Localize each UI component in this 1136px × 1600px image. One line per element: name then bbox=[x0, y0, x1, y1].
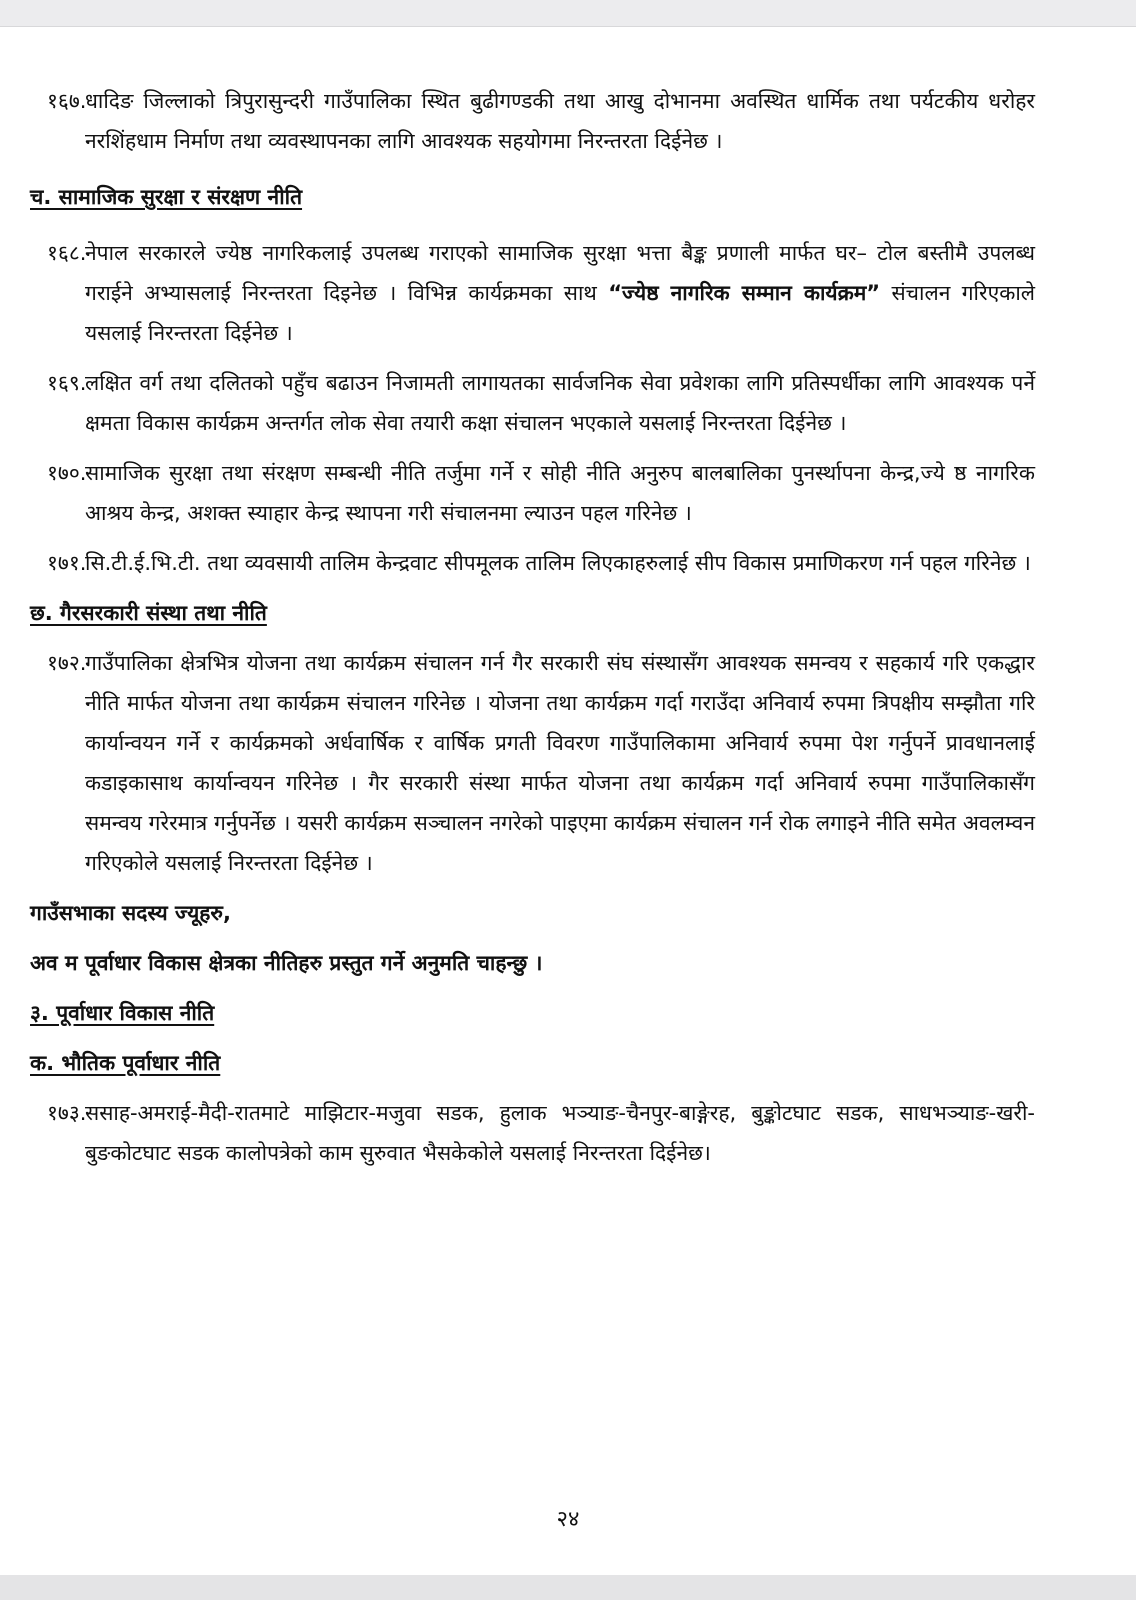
item-number: १६८. bbox=[47, 241, 87, 265]
item-number: १६७. bbox=[47, 89, 87, 113]
salutation: गाउँसभाका सदस्य ज्यूहरु, bbox=[30, 901, 231, 925]
item-text: नेपाल सरकारले ज्येष्ठ नागरिकलाई उपलब्ध गराएको सामाजिक सुरक्षा भत्ता बैङ्क प्रणाली मार्फत घर– टोल बस्तीमै उपलब्ध गराईने अभ्यासलाई निरन्तरता दिइनेछ । विभिन्न कार्यक्रमका साथ bbox=[85, 241, 1035, 305]
item-text: लक्षित वर्ग तथा दलितको पहुँच बढाउन निजामती लागायतका सार्वजनिक सेवा प्रवेशका लागि प्रतिस्पर्धीका लागि आवश्यक पर्ने क्षमता विकास कार्यक्रम अन्तर्गत लोक सेवा तयारी कक्षा संचालन भएकाले यसलाई निरन्तरता दिईनेछ । bbox=[85, 371, 1035, 435]
section-heading-ngo: छ. गैरसरकारी संस्था तथा नीति bbox=[30, 601, 267, 625]
item-number: १७२. bbox=[47, 651, 87, 675]
item-number: १७३. bbox=[47, 1101, 87, 1125]
program-name-bold: “ज्येष्ठ नागरिक सम्मान कार्यक्रम” bbox=[608, 281, 881, 305]
policy-item-169 bbox=[30, 363, 1035, 443]
section-heading-infrastructure: ३. पूर्वाधार विकास नीति bbox=[30, 1001, 215, 1025]
policy-item-172 bbox=[30, 643, 1035, 883]
section-heading-physical-infrastructure: क. भौतिक पूर्वाधार नीति bbox=[30, 1051, 221, 1075]
item-text-continued: संचालन गरिएकाले यसलाई निरन्तरता दिईनेछ । bbox=[85, 281, 1036, 345]
item-text: गाउँपालिका क्षेत्रभित्र योजना तथा कार्यक्रम संचालन गर्न गैर सरकारी संघ संस्थासँग आवश्यक समन्वय र सहकार्य गरि एकद्धार नीति मार्फत योजना तथा कार्यक्रम संचालन गरिनेछ । योजना तथा कार्यक्रम गर्दा गराउँदा अनिवार्य रुपमा त्रिपक्षीय सम्झौता गरि कार्यान्वयन गर्ने र कार्यक्रमको अर्धवार्षिक र वार्षिक प्रगती विवरण गाउँपालिकामा अनिवार्य रुपमा पेश गर्नुपर्ने प्रावधानलाई कडाइकासाथ कार्यान्वयन गरिनेछ । गैर सरकारी संस्था मार्फत योजना तथा कार्यक्रम गर्दा अनिवार्य रुपमा गाउँपालिकासँग समन्वय गरेरमात्र गर्नुपर्नेछ । यसरी कार्यक्रम सञ्चालन नगरेको पाइएमा कार्यक्रम संचालन गर्न रोक लगाइने नीति समेत अवलम्वन गरिएकोले यसलाई निरन्तरता दिईनेछ । bbox=[85, 651, 1035, 875]
item-text: धादिङ जिल्लाको त्रिपुरासुन्दरी गाउँपालिका स्थित बुढीगण्डकी तथा आखु दोभानमा अवस्थित धार्मिक तथा पर्यटकीय धरोहर नरशिंहधाम निर्माण तथा व्यवस्थापनका लागि आवश्यक सहयोगमा निरन्तरता दिईनेछ । bbox=[85, 89, 1035, 153]
viewer-top-bar bbox=[0, 0, 1136, 27]
item-text: ससाह-अमराई-मैदी-रातमाटे माझिटार-मजुवा सडक, हुलाक भञ्याङ-चैनपुर-बाङ्गेरह, बुङ्कोटघाट सडक, साधभञ्याङ-खरी-बुङकोटघाट सडक कालोपत्रेको काम सुरुवात भैसकेकोले यसलाई निरन्तरता दिईनेछ। bbox=[85, 1101, 1035, 1165]
viewer-bottom-bar bbox=[0, 1575, 1136, 1600]
item-text: सि.टी.ई.भि.टी. तथा व्यवसायी तालिम केन्द्रवाट सीपमूलक तालिम लिएकाहरुलाई सीप विकास प्रमाणिकरण गर्न पहल गरिनेछ । bbox=[85, 551, 1031, 575]
item-number: १७१. bbox=[47, 551, 87, 575]
item-text: सामाजिक सुरक्षा तथा संरक्षण सम्बन्धी नीति तर्जुमा गर्ने र सोही नीति अनुरुप बालबालिका पुनर्स्थापना केन्द्र,ज्ये ष्ठ नागरिक आश्रय केन्द्र, अशक्त स्याहार केन्द्र स्थापना गरी संचालनमा ल्याउन पहल गरिनेछ । bbox=[85, 461, 1035, 525]
document-page bbox=[0, 27, 1136, 1575]
permission-statement: अव म पूर्वाधार विकास क्षेत्रका नीतिहरु प्रस्तुत गर्ने अनुमति चाहन्छु । bbox=[30, 951, 543, 975]
policy-item-168 bbox=[30, 233, 1035, 353]
policy-item-170 bbox=[30, 453, 1035, 533]
section-heading-social-security: च. सामाजिक सुरक्षा र संरक्षण नीति bbox=[30, 185, 303, 209]
item-number: १७०. bbox=[47, 461, 87, 485]
item-number: १६९. bbox=[47, 371, 87, 395]
page-number: २४ bbox=[556, 1507, 580, 1532]
policy-item-167 bbox=[30, 81, 1035, 161]
page-content bbox=[30, 81, 1035, 1173]
policy-item-171 bbox=[30, 543, 1035, 583]
policy-item-173 bbox=[30, 1093, 1035, 1173]
